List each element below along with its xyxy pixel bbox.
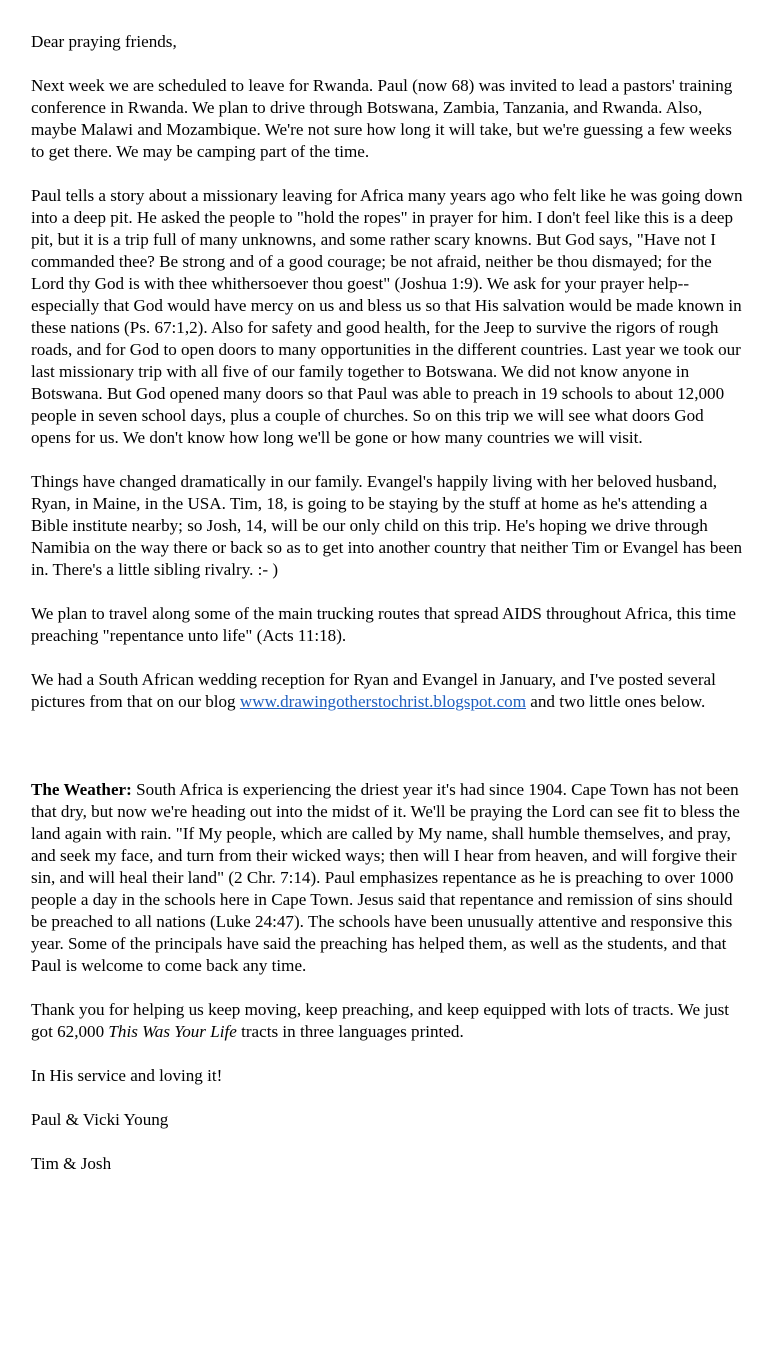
closing: In His service and loving it! <box>31 1066 223 1085</box>
tract-title: This Was Your Life <box>108 1022 237 1041</box>
paragraph-wedding-reception <box>31 669 743 713</box>
wedding-text-before: We had a South African wedding reception for Ryan and Evangel in January, and I've posted several pictures from that on our blog <box>31 670 716 711</box>
signature-children: Tim & Josh <box>31 1154 112 1173</box>
weather-heading: The Weather: <box>31 780 132 799</box>
paragraph-prayer-request: Paul tells a story about a missionary leaving for Africa many years ago who felt like he was going down into a deep pit. He asked the people to "hold the ropes" in prayer for him. I don't feel like this is a deep pit, but it is a trip full of many unknowns, and some rather scary knowns. But God says, "Have not I commanded thee? Be strong and of a good courage; be not afraid, neither be thou dismayed; for the Lord thy God is with thee whithersoever thou goest" (Joshua 1:9). We ask for your prayer help--especially that God would have mercy on us and bless us so that His salvation would be made known in these nations (Ps. 67:1,2). Also for safety and good health, for the Jeep to survive the rigors of rough roads, and for God to open doors to many opportunities in the different countries. Last year we took our last missionary trip with all five of our family together to Botswana. We did not know anyone in Botswana. But God opened many doors so that Paul was able to preach in 19 schools to about 12,000 people in seven school days, plus a couple of churches. So on this trip we will see what doors God opens for us. We don't know how long we'll be gone or how many countries we will visit. <box>31 186 743 447</box>
thanks-text-after: tracts in three languages printed. <box>236 1022 464 1041</box>
signature-parents: Paul & Vicki Young <box>31 1110 169 1129</box>
paragraph-family-news: Things have changed dramatically in our family. Evangel's happily living with her beloved husband, Ryan, in Maine, in the USA. Tim, 18, is going to be staying by the stuff at home as he's attending a Bible institute nearby; so Josh, 14, will be our only child on this trip. He's hoping we drive through Namibia on the way there or back so as to get into another country that neither Tim or Evangel has been in. There's a little sibling rivalry. :- ) <box>31 472 743 579</box>
paragraph-trucking-routes: We plan to travel along some of the main trucking routes that spread AIDS throughout Africa, this time preaching "repentance unto life" (Acts 11:18). <box>31 604 737 645</box>
thanks-text-before: Thank you for helping us keep moving, keep preaching, and keep equipped with lots of tracts. We just got 62,000 <box>31 1000 730 1041</box>
wedding-text-after: and two little ones below. <box>526 692 706 711</box>
weather-body: South Africa is experiencing the driest year it's had since 1904. Cape Town has not been that dry, but now we're heading out into the midst of it. We'll be praying the Lord can see fit to bless the land again with rain. "If My people, which are called by My name, shall humble themselves, and pray, and seek my face, and turn from their wicked ways; then will I hear from heaven, and will forgive their sin, and will heal their land" (2 Chr. 7:14). Paul emphasizes repentance as he is preaching to over 1000 people a day in the schools here in Cape Town. Jesus said that repentance and remission of sins should be preached to all nations (Luke 24:47). The schools have been unusually attentive and responsive this year. Some of the principals have said the preaching has helped them, as well as the students, and that Paul is welcome to come back any time. <box>31 780 740 975</box>
paragraph-weather <box>31 779 743 977</box>
blog-link[interactable]: www.drawingotherstochrist.blogspot.com <box>239 692 527 711</box>
letter-body <box>31 31 743 1197</box>
paragraph-thanks <box>31 999 743 1043</box>
salutation: Dear praying friends, <box>31 32 177 51</box>
paragraph-trip-plans: Next week we are scheduled to leave for Rwanda. Paul (now 68) was invited to lead a pastors' training conference in Rwanda. We plan to drive through Botswana, Zambia, Tanzania, and Rwanda. Also, maybe Malawi and Mozambique. We're not sure how long it will take, but we're guessing a few weeks to get there. We may be camping part of the time. <box>31 76 733 161</box>
